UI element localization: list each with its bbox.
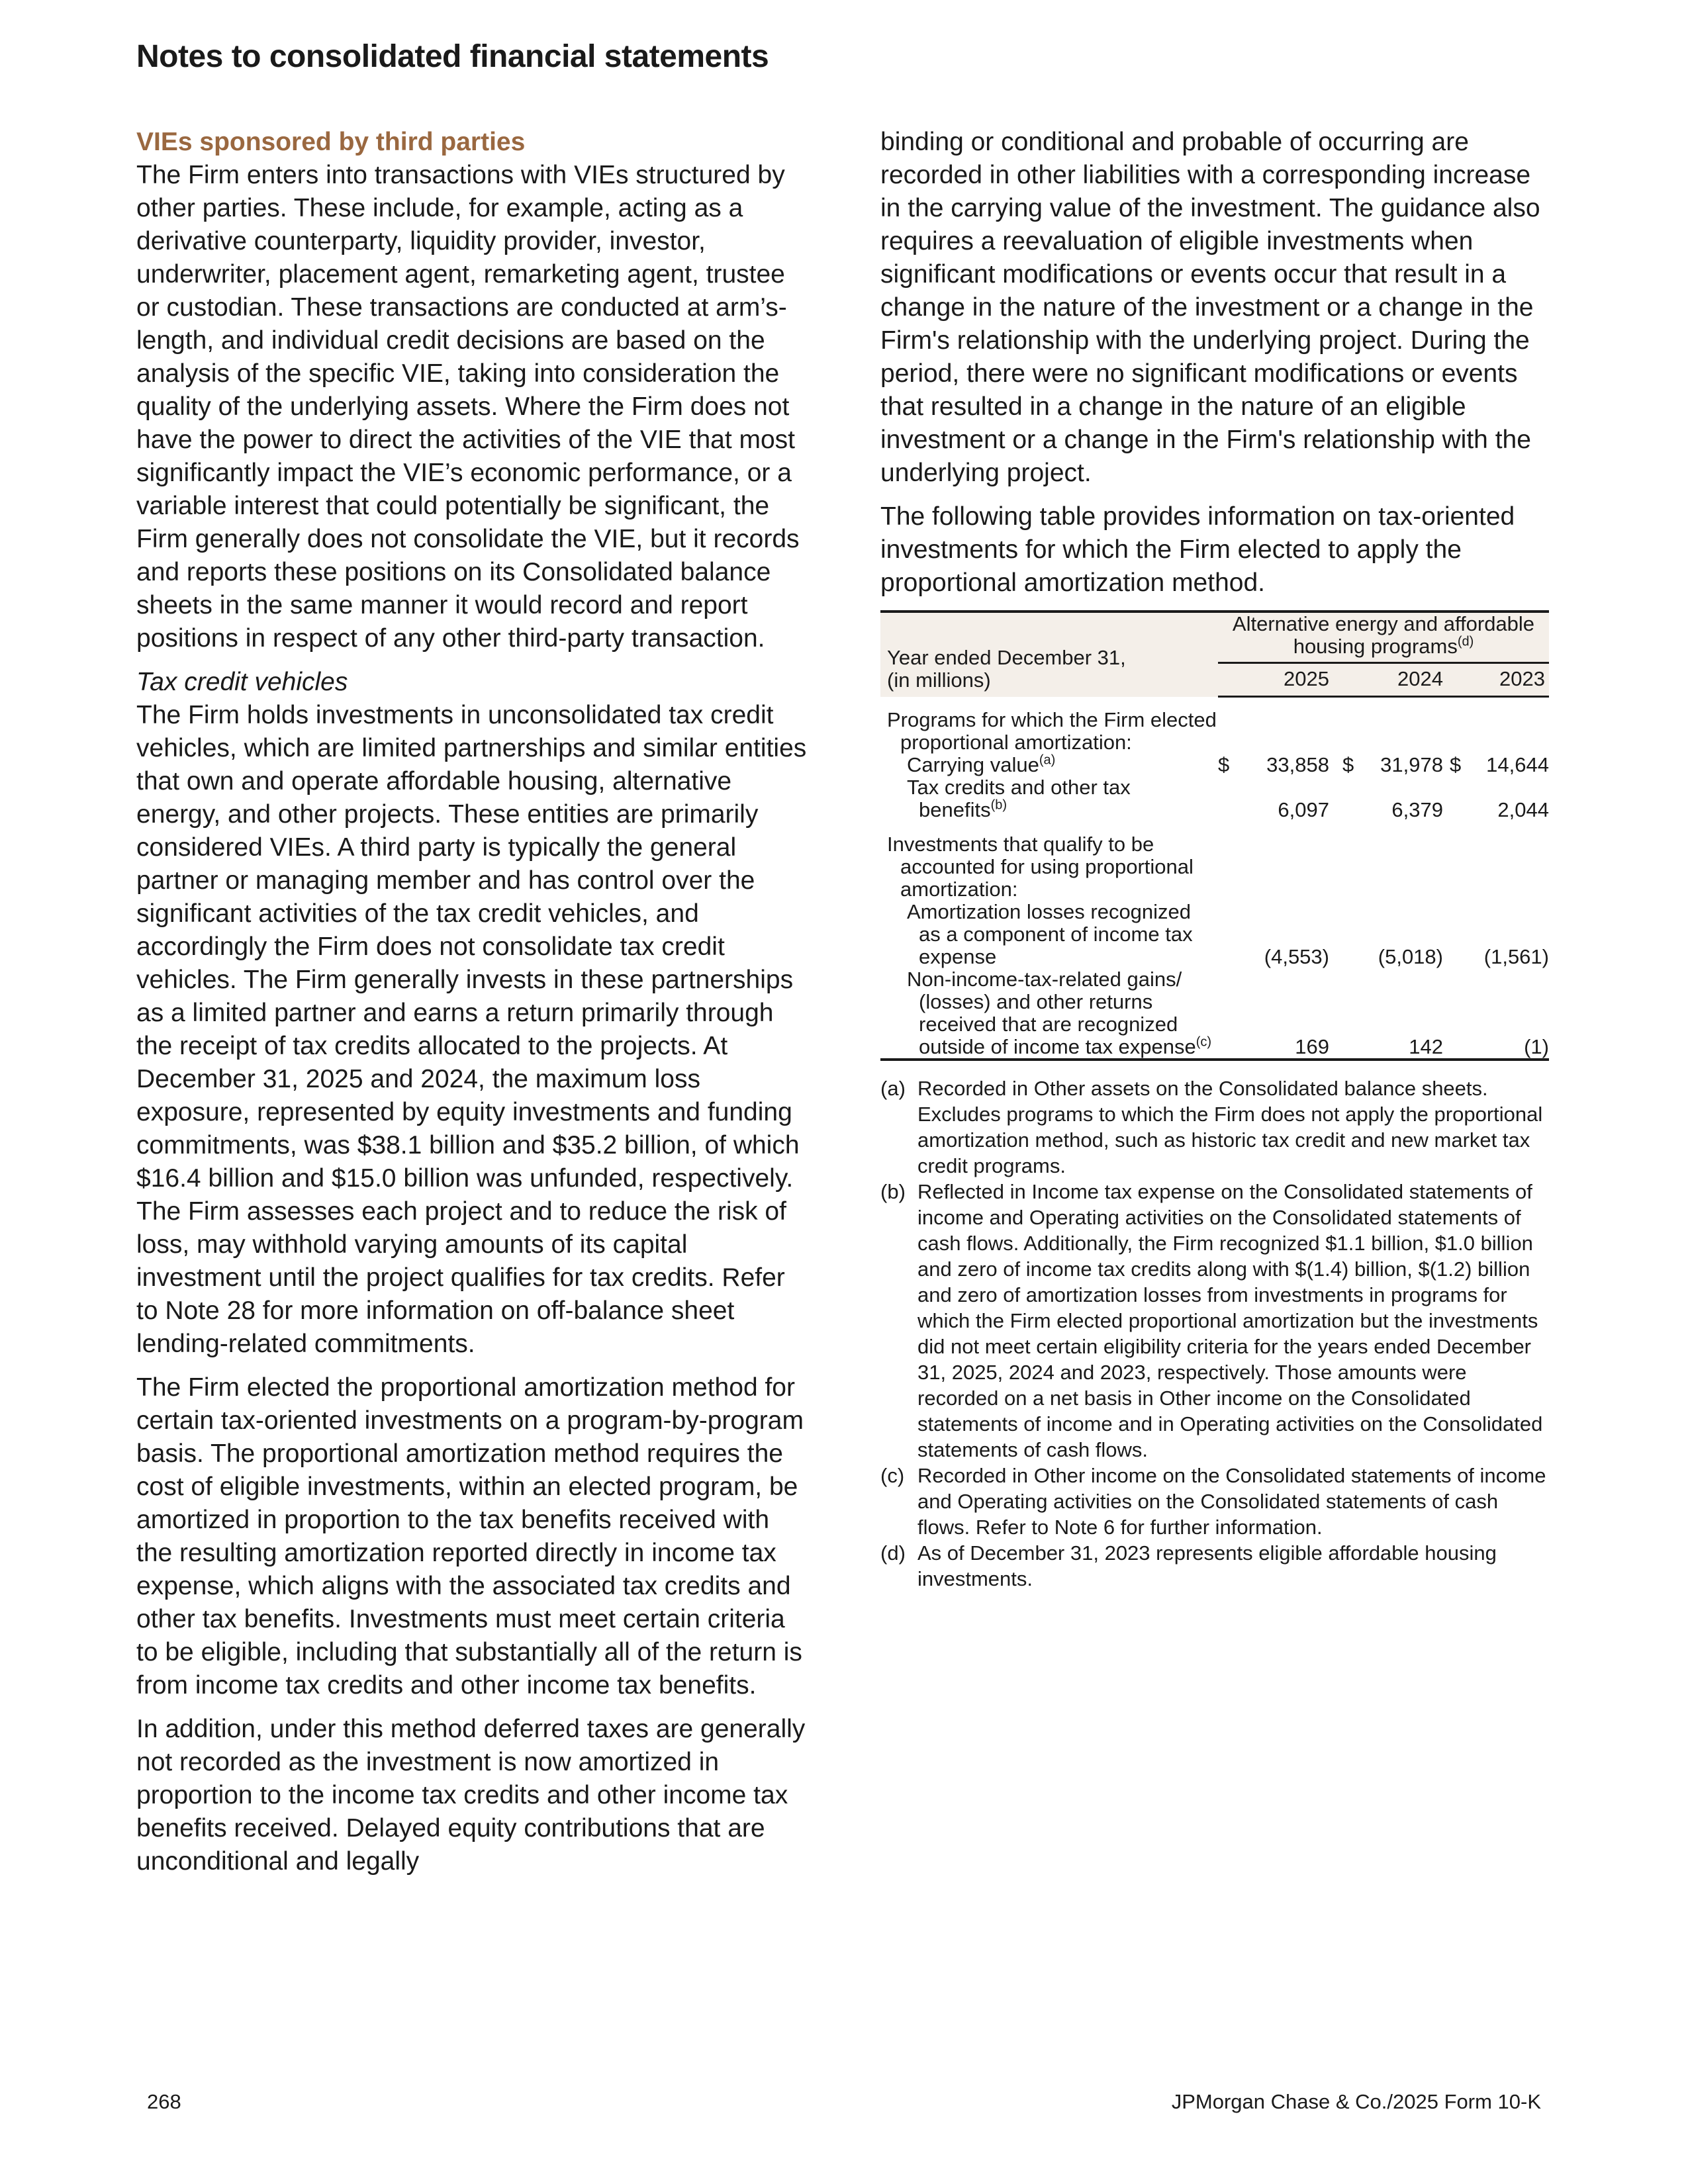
footnote-mark: (b) [880,1179,906,1203]
footnote-ref: (d) [1457,634,1474,649]
tax-investments-table [880,610,1549,1061]
row-label: Non-income-tax-related gains/ (losses) and other returns received that are recognized outside of income tax expense [907,967,1196,1058]
left-column [136,126,812,1889]
footnote-ref: (a) [1039,752,1056,768]
footnote-ref: (c) [1196,1034,1212,1050]
year-header: 2023 [1443,663,1549,697]
footnote [880,1540,1549,1592]
value-2024: 6,379 [1391,797,1443,821]
value-2023: 2,044 [1497,797,1549,821]
paragraph: binding or conditional and probable of occurring are recorded in other liabilities with a corresponding increase in the carrying value of the investment. The guidance also requires a reevaluation of eligible investments when significant modifications or events occur that result in a change in the nature of the investment or a change in the Firm's relationship with the underlying project. During the period, there were no significant modifications or events that resulted in a change in the nature of an eligible investment or a change in the Firm's relationship with the underlying project. [880,128,1540,487]
page-title: Notes to consolidated financial statements [136,39,769,74]
table-group-header [1218,612,1549,663]
value-2023: (1,561) [1483,944,1549,968]
paragraph: The following table provides information on tax-oriented investments for which the Firm elected to apply the proportional amortization method. [880,502,1515,597]
value-2024: 142 [1409,1034,1443,1058]
year-header: 2025 [1218,663,1337,697]
footnote [880,1179,1549,1463]
footnotes [880,1075,1549,1592]
footnote-mark: (a) [880,1076,906,1100]
table-row [880,776,1549,821]
footnote [880,1075,1549,1179]
table-row [880,968,1549,1060]
section-heading: VIEs sponsored by third parties [136,128,526,156]
row-label: Tax credits and other tax benefits [907,775,1131,821]
value-2024: 31,978 [1380,752,1443,776]
dollar-sign: $ [1218,752,1230,776]
subheading: Tax credit vehicles [136,668,348,696]
value-2025: 6,097 [1278,797,1329,821]
value-2024: (5,018) [1378,944,1443,968]
section-label: Programs for which the Firm elected proportional amortization: [887,707,1217,754]
value-2025: (4,553) [1264,944,1329,968]
table-header-row [880,612,1549,663]
table-row [880,754,1549,776]
footnote [880,1463,1549,1540]
value-2025: 33,858 [1266,752,1329,776]
group-header-text: Alternative energy and affordable housing programs [1232,612,1535,658]
row-label: Carrying value [907,752,1039,776]
label-header-line: Year ended December 31, [887,645,1126,669]
value-2025: 169 [1295,1034,1329,1058]
footnote-mark: (d) [880,1541,906,1565]
value-2023: (1) [1524,1034,1549,1058]
section-vies-third-parties [136,126,812,655]
paragraph: The Firm elected the proportional amortization method for certain tax-oriented investments on a program-by-program basis. The proportional amortization method requires the cost of eligible investments, within an elected program, be amortized in proportion to the tax benefits received with the resulting amortization reported directly in income tax expense, which aligns with the associated tax credits and other tax benefits. Investments must meet certain criteria to be eligible, including that substantially all of the return is from income tax credits and other income tax benefits. [136,1373,804,1700]
footnote-text: As of December 31, 2023 represents eligible affordable housing investments. [917,1541,1497,1590]
footnote-text: Recorded in Other assets on the Consolidated balance sheets. Excludes programs to which the Firm does not apply the proportional amortization method, such as historic tax credit and new market tax credit programs. [917,1076,1543,1177]
paragraph: In addition, under this method deferred taxes are generally not recorded as the investment is now amortized in proportion to the income tax credits and other income tax benefits received. Delayed equity contributions that are unconditional and legally [136,1715,806,1876]
footnote-mark: (c) [880,1463,905,1487]
footnote-text: Recorded in Other income on the Consolidated statements of income and Operating activities on the Consolidated statements of cash flows. Refer to Note 6 for further information. [917,1463,1546,1539]
value-2023: 14,644 [1486,752,1549,776]
label-header-line: (in millions) [887,668,991,692]
year-header: 2024 [1337,663,1443,697]
table-label-header [880,612,1218,697]
row-label: Amortization losses recognized as a component of income tax expense [907,899,1193,968]
section-label: Investments that qualify to be accounted for using proportional amortization: [887,832,1194,901]
table-section-row [880,697,1549,754]
paragraph: The Firm enters into transactions with VIEs structured by other parties. These include, for example, acting as a derivative counterparty, liquidity provider, investor, underwriter, placement agent, remarketing agent, trustee or custodian. These transactions are conducted at arm’s-length, and individual credit decisions are based on the analysis of the specific VIE, taking into consideration the quality of the underlying assets. Where the Firm does not have the power to direct the activities of the VIE that most significantly impact the VIE’s economic performance, or a variable interest that could potentially be significant, the Firm generally does not consolidate the VIE, but it records and reports these positions on its Consolidated balance sheets in the same manner it would record and report positions in respect of any other third-party transaction. [136,161,800,653]
footnote-text: Reflected in Income tax expense on the Consolidated statements of income and Operating activities on the Consolidated statements of cash flows. Additionally, the Firm recognized $1.1 billion, $1.0 billion and zero of income tax credits along with $(1.4) billion, $(1.2) billion and zero of amortization losses from investments in programs for which the Firm elected proportional amortization but the investments did not meet certain eligibility criteria for the years ended December 31, 2025, 2024 and 2023, respectively. Those amounts were recorded on a net basis in Other income on the Consolidated statements of income and in Operating activities on the Consolidated statements of cash flows. [917,1179,1543,1461]
paragraph: The Firm holds investments in unconsolidated tax credit vehicles, which are limited partnerships and similar entities that own and operate affordable housing, alternative energy, and other projects. These entities are primarily considered VIEs. A third party is typically the general partner or managing member and has control over the significant activities of the tax credit vehicles, and accordingly the Firm does not consolidate tax credit vehicles. The Firm generally invests in these partnerships as a limited partner and earns a return primarily through the receipt of tax credits allocated to the projects. At December 31, 2025 and 2024, the maximum loss exposure, represented by equity investments and funding commitments, was $38.1 billion and $35.2 billion, of which $16.4 billion and $15.0 billion was unfunded, respectively. The Firm assesses each project and to reduce the risk of loss, may withhold varying amounts of its capital investment until the project qualifies for tax credits. Refer to Note 28 for more information on off-balance sheet lending-related commitments. [136,701,807,1358]
dollar-sign: $ [1450,752,1462,776]
page-footer: JPMorgan Chase & Co./2025 Form 10-K [1171,2090,1541,2113]
dollar-sign: $ [1342,752,1354,776]
right-column [880,126,1549,1592]
page-number: 268 [147,2090,181,2113]
section-tax-credit-vehicles [136,666,812,1361]
table-section-row [880,821,1549,901]
footnote-ref: (b) [990,797,1008,813]
table-row [880,901,1549,968]
